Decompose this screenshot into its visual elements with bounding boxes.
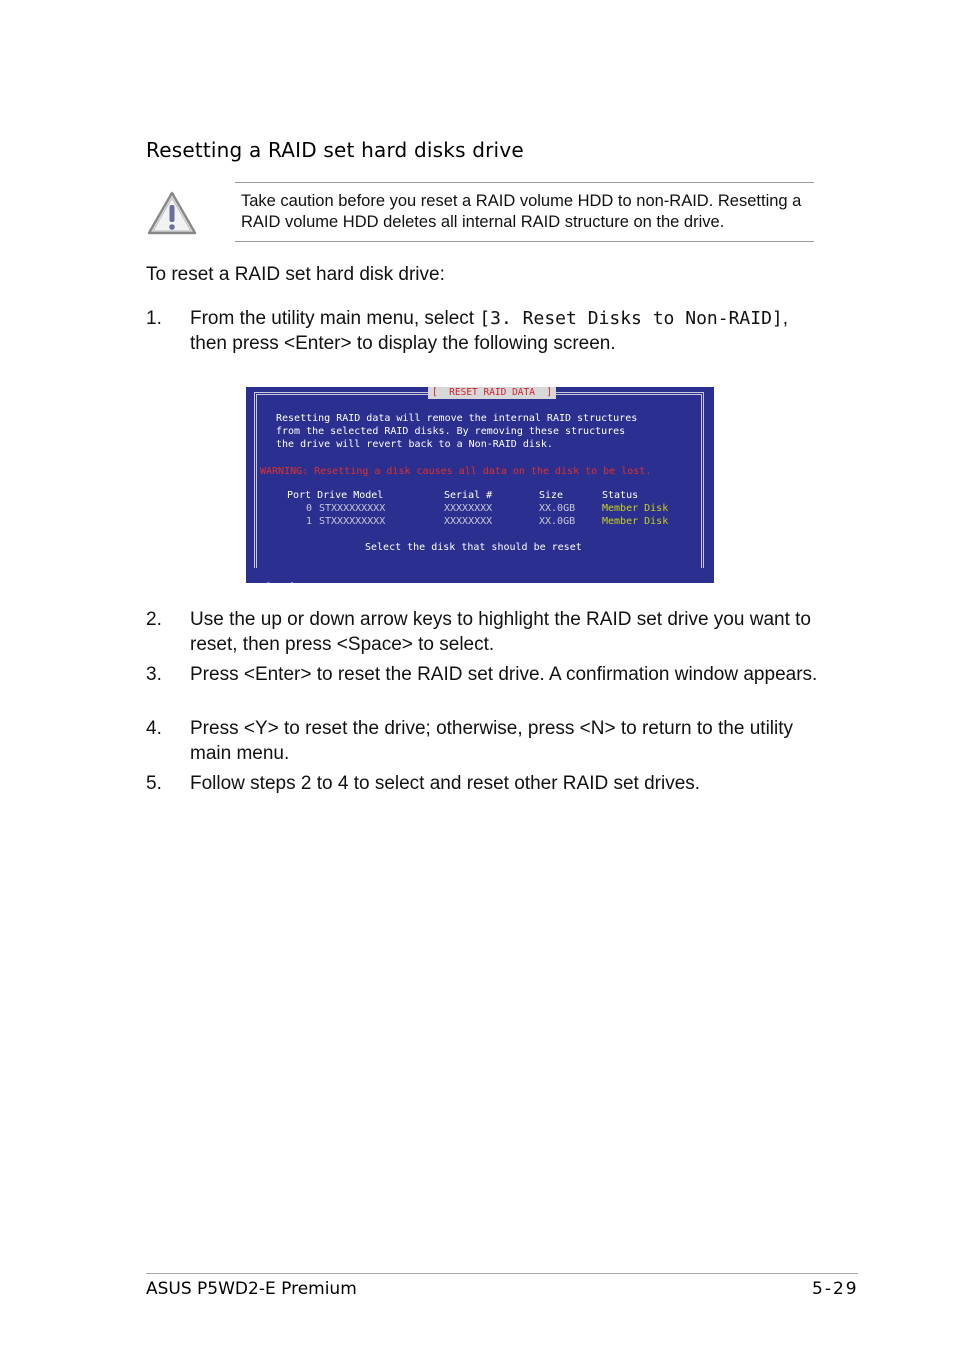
caution-text: Take caution before you reset a RAID volume HDD to non-RAID. Resetting a RAID volume HDD deletes all internal RAID structure on the drive. (241, 192, 802, 231)
step-text: Use the up or down arrow keys to highlight the RAID set drive you want to reset, then press <Space> to select. (190, 609, 811, 655)
disk-row-model[interactable]: STXXXXXXXXX (319, 516, 386, 527)
table-header-size: Size (539, 490, 564, 501)
bios-info-line: from the selected RAID disks. By removing these structures (276, 426, 626, 437)
warning-triangle-icon (146, 190, 198, 236)
table-header-port-model: Port Drive Model (287, 490, 384, 501)
bios-info-line: Resetting RAID data will remove the internal RAID structures (276, 413, 638, 424)
bios-screen (246, 387, 714, 583)
disk-row-status[interactable]: Member Disk (602, 503, 669, 514)
step-number: 2. (146, 609, 162, 630)
step-number: 3. (146, 664, 162, 685)
key-arrows (265, 581, 295, 583)
step-number: 5. (146, 773, 162, 794)
step-text: From the utility main menu, select (190, 308, 480, 329)
footer-product-name: ASUS P5WD2-E Premium (146, 1279, 357, 1299)
disk-row-serial[interactable]: XXXXXXXX (444, 503, 493, 514)
step-number: 1. (146, 308, 162, 329)
step-text: Press <Enter> to reset the RAID set drive. A confirmation window appears. (190, 664, 818, 685)
disk-row-port[interactable]: 0 (306, 503, 313, 514)
step-text: , then press <Enter> to display the following screen. (190, 308, 789, 354)
footer-divider (146, 1273, 858, 1274)
section-title: Resetting a RAID set hard disks drive (146, 138, 524, 162)
bios-prompt: Select the disk that should be reset (365, 542, 582, 553)
table-header-status: Status (602, 490, 639, 501)
disk-row-model[interactable]: STXXXXXXXXX (319, 503, 386, 514)
bios-info-line: the drive will revert back to a Non-RAID disk. (276, 439, 553, 450)
step-body (190, 307, 820, 356)
bios-warning: WARNING: Resetting a disk causes all data on the disk to be lost. (260, 466, 652, 477)
intro-text: To reset a RAID set hard disk drive: (146, 264, 445, 285)
bios-footer (254, 568, 704, 581)
footer-page-number: 5-29 (812, 1279, 859, 1299)
step-text: Press <Y> to reset the drive; otherwise, press <N> to return to the utility main menu. (190, 718, 794, 764)
disk-row-port[interactable]: 1 (306, 516, 313, 527)
menu-command: [3. Reset Disks to Non-RAID] (479, 308, 783, 329)
caution-box (235, 182, 814, 242)
disk-row-serial[interactable]: XXXXXXXX (444, 516, 493, 527)
disk-row-size[interactable]: XX.0GB (539, 503, 576, 514)
step-number: 4. (146, 718, 162, 739)
disk-row-size[interactable]: XX.0GB (539, 516, 576, 527)
table-header-serial: Serial # (444, 490, 493, 501)
bios-title: [ RESET RAID DATA ] (428, 387, 556, 399)
disk-row-status[interactable]: Member Disk (602, 516, 669, 527)
step-text: Follow steps 2 to 4 to select and reset other RAID set drives. (190, 773, 701, 794)
